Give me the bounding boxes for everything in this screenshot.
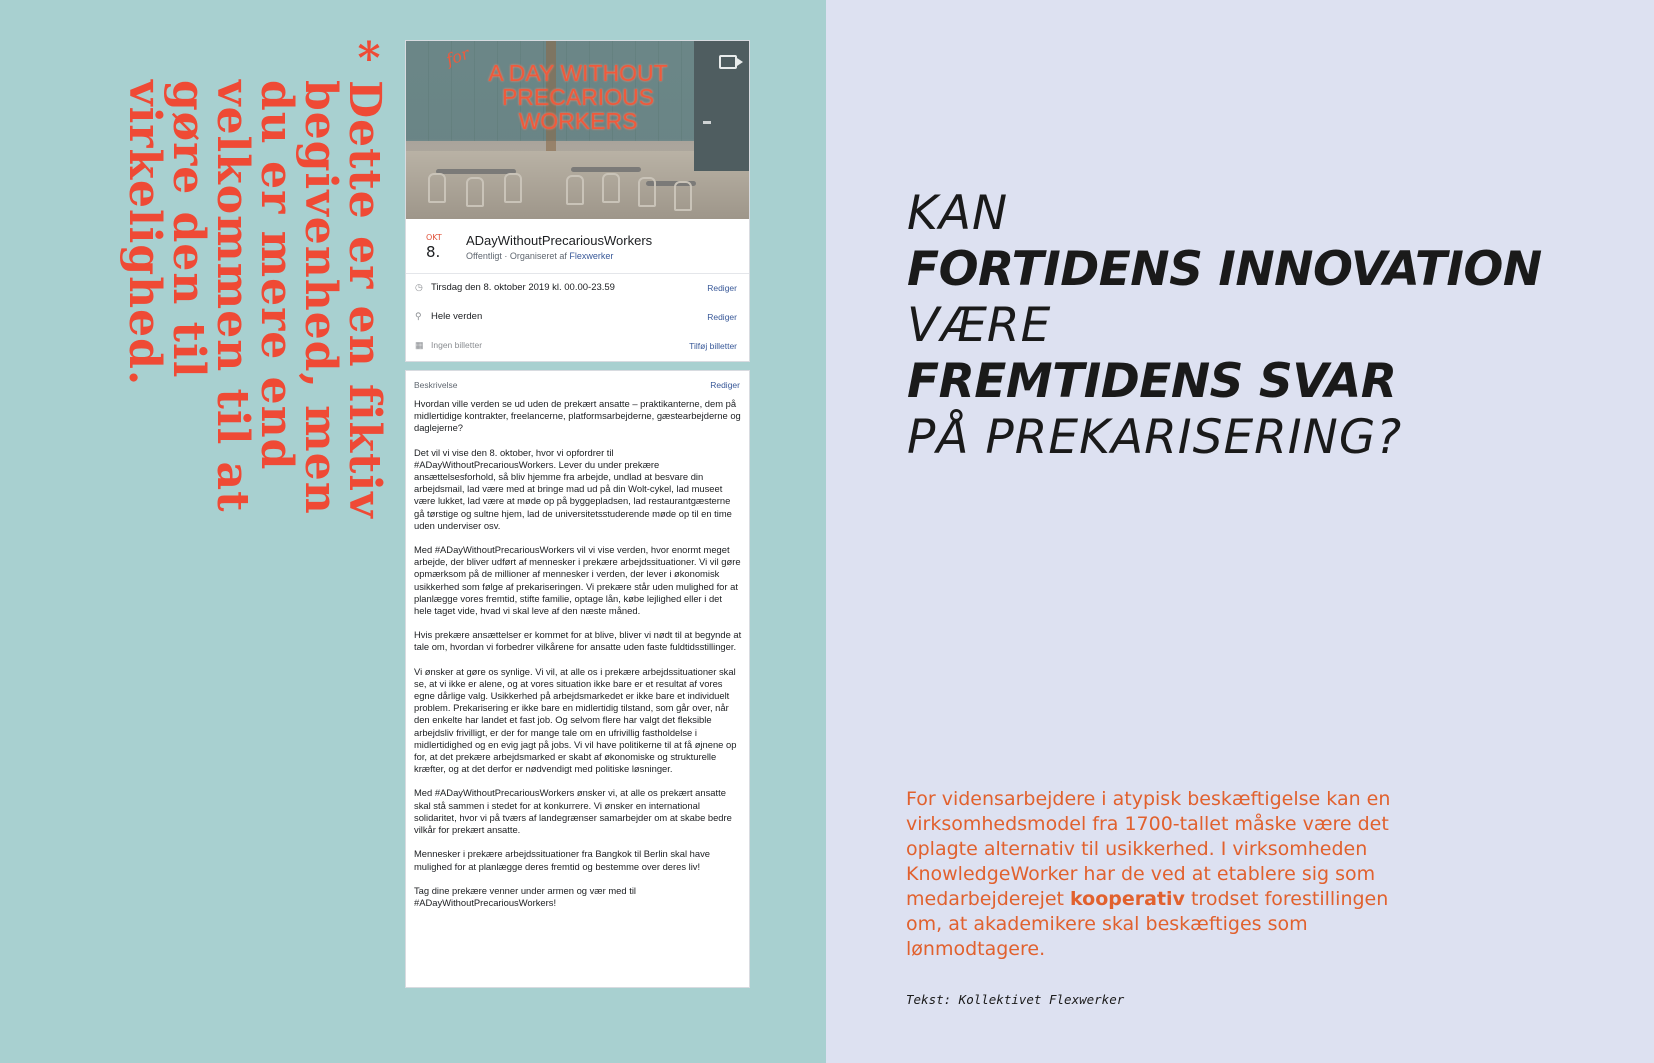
description-paragraph: Hvordan ville verden se ud uden de prekært ansatte – praktikanterne, dem på midlertidige kontrakter, freelancerne, platformsarbejderne, gæstearbejderne og daglejerne?: [414, 398, 741, 434]
neon-line: WORKERS: [518, 108, 638, 134]
description-body: [414, 398, 742, 921]
slogan-line: Dette er en fiktiv: [339, 80, 390, 519]
neon-sign: [468, 61, 688, 133]
asterisk-mark: *: [357, 33, 381, 84]
cover-table: [571, 167, 641, 172]
event-tickets-row: [406, 332, 749, 361]
description-paragraph: Hvis prekære ansættelser er kommet for at blive, bliver vi nødt til at begynde at tale om, hvordan vi forbedrer vilkårene for ansatte uden faste fuldtidsstillinger.: [414, 629, 742, 653]
event-tickets-text: Ingen billetter: [431, 340, 483, 350]
clock-icon: ◷: [415, 282, 423, 292]
description-paragraph: Med #ADayWithoutPrecariousWorkers vil vi vise verden, hvor enormt meget arbejde, der bliver udført af mennesker i prekære arbejdssituationer. Vi vil gøre opmærksom på de millioner af mennesker i verden, der lever i økonomisk usikkerhed som følge af prekariseringen. Vi prekære står uden mulighed for at planlægge vores fremtid, stifte familie, optage lån, købe lejlighed eller i det hele taget vide, hvad vi skal leve af den næste måned.: [414, 544, 741, 617]
edit-location-link[interactable]: Rediger: [707, 312, 737, 322]
intro-paragraph: [906, 787, 1406, 962]
door-handle: [703, 121, 711, 124]
event-location-text: Hele verden: [431, 311, 483, 322]
event-privacy: Offentligt · Organiseret af: [466, 251, 570, 261]
event-date-month: OKT: [426, 233, 442, 242]
description-paragraph: Det vil vi vise den 8. oktober, hvor vi opfordrer til #ADayWithoutPrecariousWorkers. Lever du under prekære ansættelsesforhold, så bliv hjemme fra arbejde, undlad at besvare din arbejdsmail, lad være med at bringe mad ud på din Wolt-cykel, lad museet være lukket, lad være at møde op på byggepladsen, lad restaurantgæsterne gå tørstige og sultne hjem, lad de universitetsstuderende møde op til en time uden underviser osv.: [414, 446, 732, 531]
event-card: [405, 40, 750, 362]
slogan-line: velkommen til at: [207, 80, 258, 513]
slogan-line: du er mere end: [251, 80, 302, 471]
video-camera-icon[interactable]: [719, 55, 737, 69]
event-organizer-link[interactable]: Flexwerker: [569, 251, 614, 261]
headline-line: PÅ PREKARISERING?: [907, 410, 1403, 465]
cover-chair: [602, 173, 620, 203]
neon-line: PRECARIOUS: [501, 84, 655, 110]
slogan-text: [119, 80, 390, 1005]
headline-line: KAN: [907, 186, 1009, 241]
author-credit: Tekst: Kollektivet Flexwerker: [906, 992, 1125, 1007]
intro-text: For vidensarbejdere i atypisk beskæftigelse kan en virksomhedsmodel fra 1700-tallet måske være det oplagte alternativ til usikkerhed. I virksomheden KnowledgeWorker har de ved at etablere sig som medarbejderejet: [906, 788, 1391, 910]
headline-line: VÆRE: [907, 298, 1052, 353]
cover-table: [436, 169, 516, 174]
description-label: Beskrivelse: [414, 380, 458, 390]
add-tickets-link[interactable]: Tilføj billetter: [689, 341, 737, 351]
event-date-day: 8.: [426, 243, 441, 261]
vertical-slogan: [119, 33, 390, 1004]
headline-line-bold: FREMTIDENS SVAR: [907, 354, 1397, 409]
description-paragraph: Mennesker i prekære arbejdssituationer fra Bangkok til Berlin skal have mulighed for at planlægge deres fremtid og bestemme over deres liv!: [414, 848, 710, 872]
neon-prefix: for: [443, 43, 472, 70]
event-header: [406, 219, 749, 274]
headline: [907, 186, 1542, 466]
event-time-text: Tirsdag den 8. oktober 2019 kl. 00.00-23.59: [431, 282, 615, 293]
location-pin-icon: ⚲: [415, 311, 422, 321]
edit-description-link[interactable]: Rediger: [710, 380, 740, 390]
slogan-line: virkelighed.: [119, 80, 170, 387]
description-paragraph: Med #ADayWithoutPrecariousWorkers ønsker vi, at alle os prekært ansatte skal stå sammen i stedet for at konkurrere. Vi ønsker en international solidaritet, hvor vi på tværs af landegrænser samarbejder om at skabe bedre vilkår for prekært ansatte.: [414, 787, 732, 836]
intro-text-end: trodset forestillingen om, at akademikere skal beskæftiges som lønmodtagere.: [906, 888, 1389, 960]
event-title: ADayWithoutPrecariousWorkers: [466, 233, 653, 248]
slogan-line: begivenhed, men: [295, 80, 346, 515]
cover-chair: [466, 177, 484, 207]
edit-time-link[interactable]: Rediger: [707, 283, 737, 293]
event-location-row: [406, 303, 749, 332]
ticket-icon: ▦: [415, 340, 424, 350]
slogan-line: gøre den til: [163, 80, 214, 379]
event-time-row: [406, 274, 749, 303]
description-paragraph: Vi ønsker at gøre os synlige. Vi vil, at alle os i prekære arbejdssituationer skal se, at vi ikke er alene, og at vores situation ikke bare er et resultat af vores egne dårlige valg. Usikkerhed på arbejdsmarkedet er ikke bare et individuelt problem. Prekarisering er ikke bare en midlertidig tilstand, som går over, når den enkelte har landet et fast job. Og selvom flere har valgt det fleksible arbejdsliv frivilligt, er der for mange tale om en ufrivillig fastholdelse i midlertidighed og en evig jagt på jobs. Vi vil have politikerne til at få øjnene op for, at det prekære arbejdsmarked er skabt af økonomiske og strukturelle kræfter, og at det derfor er nødvendigt med politiske løsninger.: [414, 665, 737, 775]
neon-line: A DAY WITHOUT: [488, 60, 668, 86]
cover-chair: [638, 177, 656, 207]
cover-chair: [504, 173, 522, 203]
cover-chair: [428, 173, 446, 203]
headline-line-bold: FORTIDENS INNOVATION: [907, 242, 1542, 297]
event-cover-photo: [406, 41, 749, 219]
intro-bold-word: kooperativ: [1070, 888, 1185, 910]
cover-chair: [566, 175, 584, 205]
cover-chair: [674, 181, 692, 211]
event-subtitle: [466, 251, 613, 261]
description-paragraph: Tag dine prekære venner under armen og vær med til #ADayWithoutPrecariousWorkers!: [414, 884, 636, 908]
description-card: [405, 370, 750, 988]
